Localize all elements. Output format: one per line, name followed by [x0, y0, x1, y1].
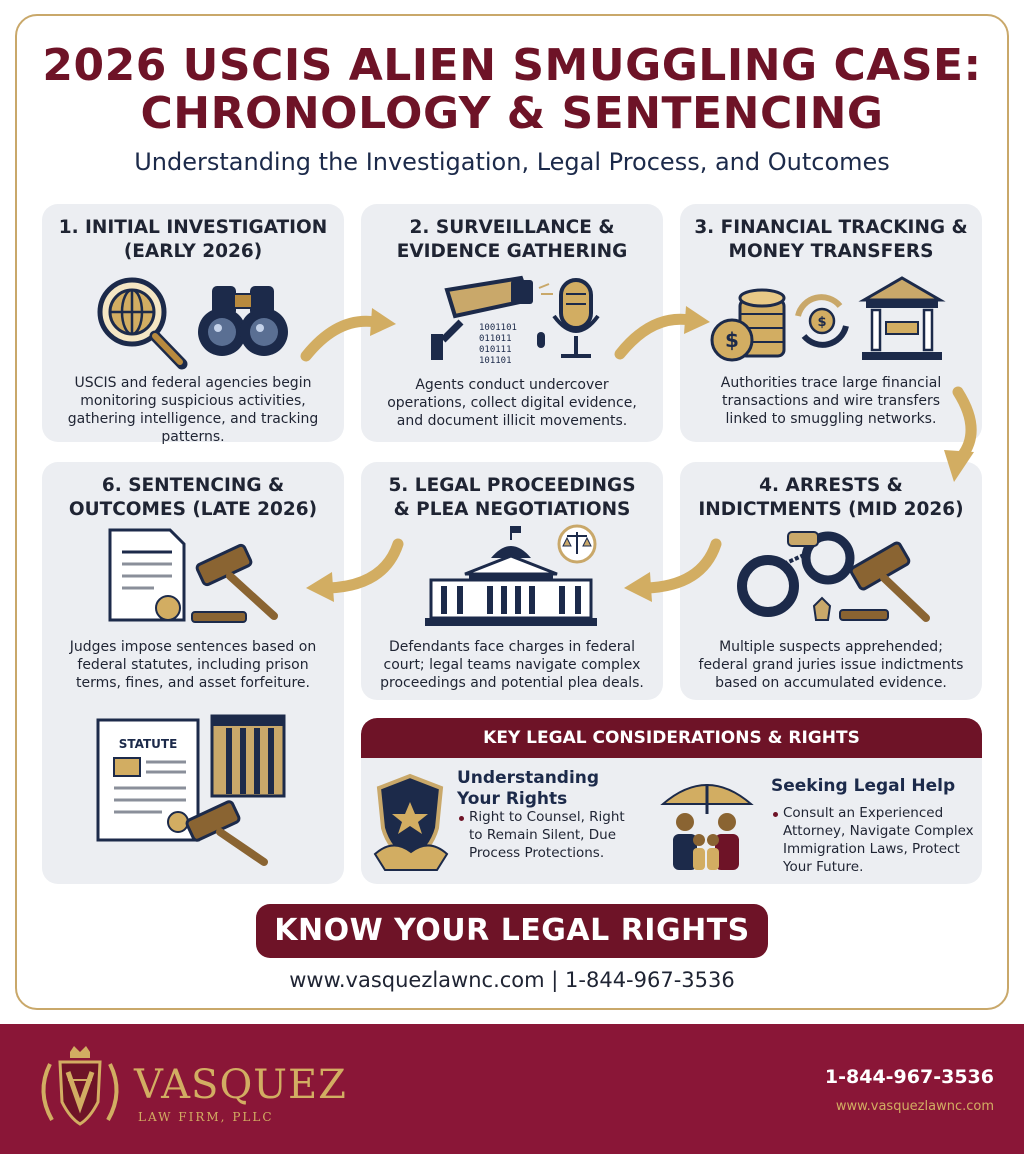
brand-name: VASQUEZ — [134, 1062, 347, 1108]
handcuffs-icon — [680, 524, 982, 630]
badge-icon — [814, 598, 830, 620]
jail-cell-icon — [212, 716, 284, 796]
know-your-rights-button[interactable]: KNOW YOUR LEGAL RIGHTS — [256, 904, 768, 958]
flow-arrow-icon — [618, 538, 722, 606]
bullet-icon — [773, 812, 778, 817]
step-description: Judges impose sentences based on federal statutes, including prison terms, fines, and asset forfeiture. — [69, 639, 317, 691]
bank-icon — [862, 278, 942, 360]
flow-arrow-icon — [300, 538, 404, 606]
step-description: USCIS and federal agencies begin monitoring suspicious activities, gathering intelligence, and tracking patterns. — [67, 375, 319, 445]
gavel-icon — [192, 544, 274, 622]
legal-heading: KEY LEGAL CONSIDERATIONS & RIGHTS — [361, 718, 982, 758]
svg-text:$: $ — [725, 328, 739, 352]
document-seal-icon — [42, 524, 344, 630]
rights-text: Right to Counsel, Right to Remain Silent, Due Process Protections. — [469, 809, 625, 861]
shield-handshake-icon — [371, 770, 449, 876]
umbrella-family-icon — [655, 770, 759, 874]
binary-data-text: 010111 — [479, 345, 512, 355]
bullet-icon — [459, 816, 464, 821]
footer-phone[interactable]: 1-844-967-3536 — [824, 1066, 994, 1088]
microphone-icon — [537, 280, 598, 356]
page-subtitle: Understanding the Investigation, Legal Process, and Outcomes — [134, 148, 890, 176]
binary-data-text: 011011 — [479, 334, 512, 344]
money-cycle-icon — [798, 297, 846, 345]
flow-arrow-icon — [612, 300, 712, 364]
coin-stack-icon — [680, 270, 982, 370]
flow-arrow-icon — [930, 386, 990, 486]
statute-scroll-icon — [98, 720, 198, 840]
page-title: 2026 USCIS ALIEN SMUGGLING CASE: CHRONOLOGY & SENTENCING — [42, 40, 982, 139]
step-title: 3. FINANCIAL TRACKING & MONEY TRANSFERS — [694, 217, 968, 262]
globe-magnifier-icon — [100, 280, 182, 364]
step-card-arrests — [680, 462, 982, 700]
coin-stack-icon — [712, 290, 784, 360]
binoculars-icon — [198, 286, 288, 356]
statute-label: STATUTE — [118, 737, 178, 751]
flow-arrow-icon — [298, 302, 398, 366]
legal-considerations-panel — [361, 718, 982, 884]
help-title: Seeking Legal Help — [771, 776, 956, 796]
footer-website-link[interactable]: www.vasquezlawnc.com — [835, 1099, 994, 1114]
step-title: 4. ARRESTS & INDICTMENTS (MID 2026) — [698, 475, 964, 520]
document-seal-icon — [110, 530, 184, 620]
statute-scroll-icon — [42, 710, 344, 874]
step-title: 5. LEGAL PROCEEDINGS & PLEA NEGOTIATIONS — [388, 475, 636, 520]
binary-data-text: 101101 — [479, 356, 512, 366]
step-description: Agents conduct undercover operations, collect digital evidence, and document illicit movements. — [387, 377, 637, 429]
step-description: Multiple suspects apprehended; federal grand juries issue indictments based on accumulated evidence. — [698, 639, 964, 691]
contact-line[interactable]: www.vasquezlawnc.com | 1-844-967-3536 — [289, 968, 735, 992]
binary-data-text: 1001101 — [479, 323, 517, 333]
svg-text:$: $ — [817, 315, 827, 330]
step-title: 2. SURVEILLANCE & EVIDENCE GATHERING — [396, 217, 628, 262]
step-card-sentencing — [42, 462, 344, 884]
rights-title: Understanding Your Rights — [457, 768, 600, 809]
law-firm-crest-icon — [30, 1044, 130, 1140]
step-description: Authorities trace large financial transactions and wire transfers linked to smuggling networks. — [720, 375, 942, 427]
step-title: 6. SENTENCING & OUTCOMES (LATE 2026) — [68, 475, 318, 520]
step-title: 1. INITIAL INVESTIGATION (EARLY 2026) — [58, 217, 328, 262]
scales-icon — [559, 526, 595, 562]
handcuffs-icon — [742, 532, 850, 612]
help-text: Consult an Experienced Attorney, Navigate Complex Immigration Laws, Protect Your Future. — [783, 805, 974, 875]
step-description: Defendants face charges in federal court; legal teams navigate complex proceedings and potential plea deals. — [380, 639, 644, 691]
brand-subtitle: LAW FIRM, PLLC — [138, 1110, 274, 1124]
